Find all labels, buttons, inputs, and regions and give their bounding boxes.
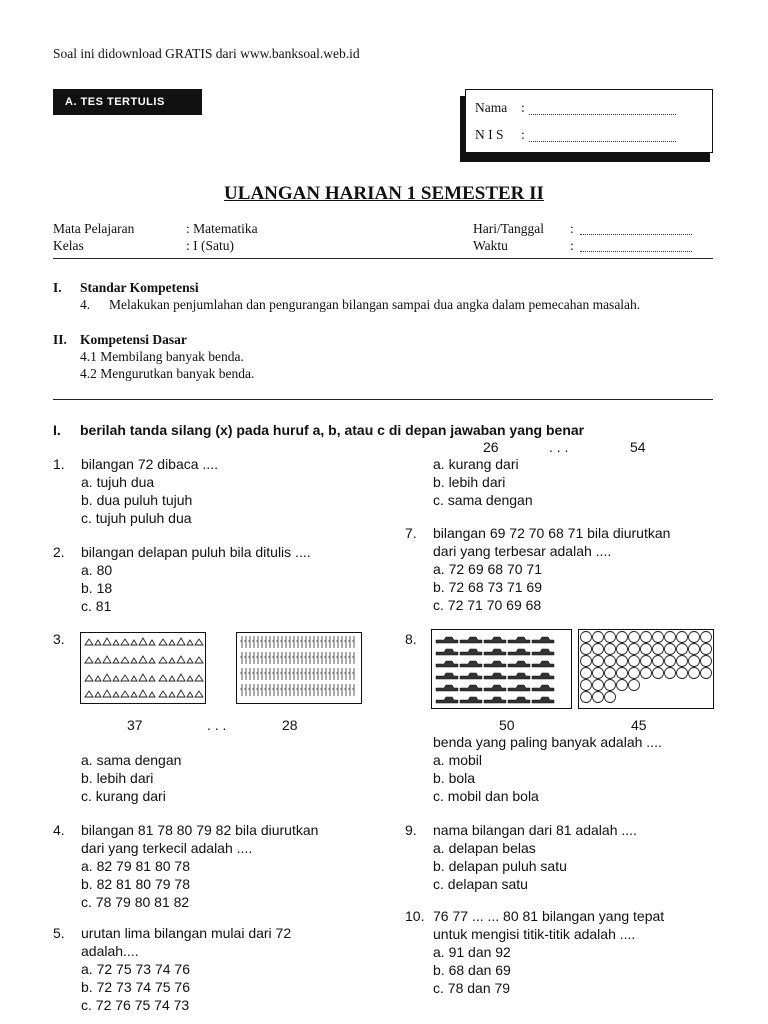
question-text: bilangan 69 72 70 68 71 bila diurutkan: [433, 525, 671, 541]
dasar-item: 4.2 Mengurutkan banyak benda.: [80, 366, 255, 381]
standar-item-text: Melakukan penjumlahan dan pengurangan bilangan sampai dua angka dalam pemecahan masalah.: [109, 297, 641, 312]
answer-option-c[interactable]: c. kurang dari: [81, 788, 166, 804]
name-colon: :: [521, 100, 525, 115]
answer-option-b[interactable]: b. 82 81 80 79 78: [81, 876, 190, 892]
question-text: dari yang terkecil adalah ....: [81, 840, 253, 856]
answer-option-a[interactable]: a. tujuh dua: [81, 474, 155, 490]
answer-option-c[interactable]: c. mobil dan bola: [433, 788, 539, 804]
compare-left-value: 37: [127, 717, 143, 733]
answer-option-c[interactable]: c. 81: [81, 598, 112, 614]
name-field[interactable]: [529, 103, 676, 115]
divider-top: [53, 258, 713, 259]
compare-left-value: 26: [483, 439, 499, 455]
answer-option-a[interactable]: a. 80: [81, 562, 113, 578]
standar-num: I.: [53, 280, 62, 295]
standar-heading: Standar Kompetensi: [80, 280, 199, 295]
instruction-text: berilah tanda silang (x) pada huruf a, b, atau c di depan jawaban yang benar: [80, 422, 585, 438]
subject-value: : Matematika: [186, 221, 258, 236]
class-label: Kelas: [53, 238, 84, 253]
answer-option-b[interactable]: b. 72 68 73 71 69: [433, 579, 542, 595]
compare-dots: . . .: [207, 717, 227, 733]
answer-option-b[interactable]: b. delapan puluh satu: [433, 858, 567, 874]
time-field[interactable]: [580, 240, 692, 252]
date-field[interactable]: [580, 223, 692, 235]
answer-option-b[interactable]: b. lebih dari: [433, 474, 506, 490]
question-text: dari yang terbesar adalah ....: [433, 543, 612, 559]
boats-picture: [81, 633, 204, 702]
question-text: nama bilangan dari 81 adalah ....: [433, 822, 637, 838]
answer-option-b[interactable]: b. bola: [433, 770, 476, 786]
question-number: 4.: [53, 822, 65, 838]
question-text: adalah....: [81, 943, 139, 959]
question-number: 1.: [53, 456, 65, 472]
compare-left-value: 50: [499, 717, 515, 733]
balls-picture: [579, 630, 712, 707]
instruction-num: I.: [53, 422, 61, 438]
picture-box-boats: [80, 632, 206, 704]
answer-option-b[interactable]: b. dua puluh tujuh: [81, 492, 193, 508]
date-label: Hari/Tanggal: [473, 221, 545, 236]
people-picture: [237, 633, 360, 702]
question-text: bilangan 81 78 80 79 82 bila diurutkan: [81, 822, 319, 838]
answer-option-a[interactable]: a. kurang dari: [433, 456, 519, 472]
page-title: ULANGAN HARIAN 1 SEMESTER II: [224, 183, 544, 204]
answer-option-a[interactable]: a. 72 69 68 70 71: [433, 561, 542, 577]
answer-option-a[interactable]: a. 82 79 81 80 78: [81, 858, 190, 874]
subject-label: Mata Pelajaran: [53, 221, 135, 236]
compare-right-value: 45: [631, 717, 647, 733]
section-badge: A. TES TERTULIS: [53, 89, 202, 115]
dasar-num: II.: [53, 332, 67, 347]
identity-box: [465, 89, 713, 153]
answer-option-c[interactable]: c. 78 dan 79: [433, 980, 511, 996]
answer-option-b[interactable]: b. 68 dan 69: [433, 962, 511, 978]
question-text: benda yang paling banyak adalah ....: [433, 734, 662, 750]
answer-option-c[interactable]: c. 72 71 70 69 68: [433, 597, 542, 613]
answer-option-c[interactable]: c. 72 76 75 74 73: [81, 997, 190, 1013]
question-number: 3.: [53, 631, 65, 647]
question-text: bilangan 72 dibaca ....: [81, 456, 218, 472]
nis-label: N I S: [475, 127, 504, 142]
answer-option-a[interactable]: a. sama dengan: [81, 752, 182, 768]
download-note: Soal ini didownload GRATIS dari www.banksoal.web.id: [53, 46, 360, 61]
name-label: Nama: [475, 100, 508, 115]
dasar-heading: Kompetensi Dasar: [80, 332, 187, 347]
answer-option-c[interactable]: c. tujuh puluh dua: [81, 510, 192, 526]
cars-picture: [432, 630, 570, 707]
picture-box-cars: [431, 629, 572, 709]
question-number: 8.: [405, 631, 417, 647]
question-text: untuk mengisi titik-titik adalah ....: [433, 926, 636, 942]
answer-option-b[interactable]: b. 18: [81, 580, 113, 596]
answer-option-a[interactable]: a. 72 75 73 74 76: [81, 961, 190, 977]
answer-option-c[interactable]: c. 78 79 80 81 82: [81, 894, 190, 910]
time-colon: :: [570, 238, 574, 253]
question-text: 76 77 ... ... 80 81 bilangan yang tepat: [433, 908, 665, 924]
compare-right-value: 28: [282, 717, 298, 733]
time-label: Waktu: [473, 238, 508, 253]
dasar-item: 4.1 Membilang banyak benda.: [80, 349, 244, 364]
answer-option-c[interactable]: c. sama dengan: [433, 492, 533, 508]
question-number: 7.: [405, 525, 417, 541]
question-number: 9.: [405, 822, 417, 838]
answer-option-b[interactable]: b. lebih dari: [81, 770, 154, 786]
question-text: urutan lima bilangan mulai dari 72: [81, 925, 292, 941]
question-number: 5.: [53, 925, 65, 941]
picture-box-balls: [578, 629, 714, 709]
question-text: bilangan delapan puluh bila ditulis ....: [81, 544, 311, 560]
nis-colon: :: [521, 127, 525, 142]
question-number: 2.: [53, 544, 65, 560]
question-number: 10.: [405, 908, 425, 924]
standar-item-num: 4.: [80, 297, 91, 312]
nis-field[interactable]: [529, 130, 676, 142]
answer-option-a[interactable]: a. delapan belas: [433, 840, 536, 856]
date-colon: :: [570, 221, 574, 236]
answer-option-b[interactable]: b. 72 73 74 75 76: [81, 979, 190, 995]
answer-option-c[interactable]: c. delapan satu: [433, 876, 528, 892]
answer-option-a[interactable]: a. mobil: [433, 752, 483, 768]
picture-box-people: [236, 632, 362, 704]
divider-bottom: [53, 399, 713, 400]
class-value: : I (Satu): [186, 238, 234, 253]
compare-right-value: 54: [630, 439, 646, 455]
answer-option-a[interactable]: a. 91 dan 92: [433, 944, 511, 960]
compare-dots: . . .: [549, 439, 569, 455]
